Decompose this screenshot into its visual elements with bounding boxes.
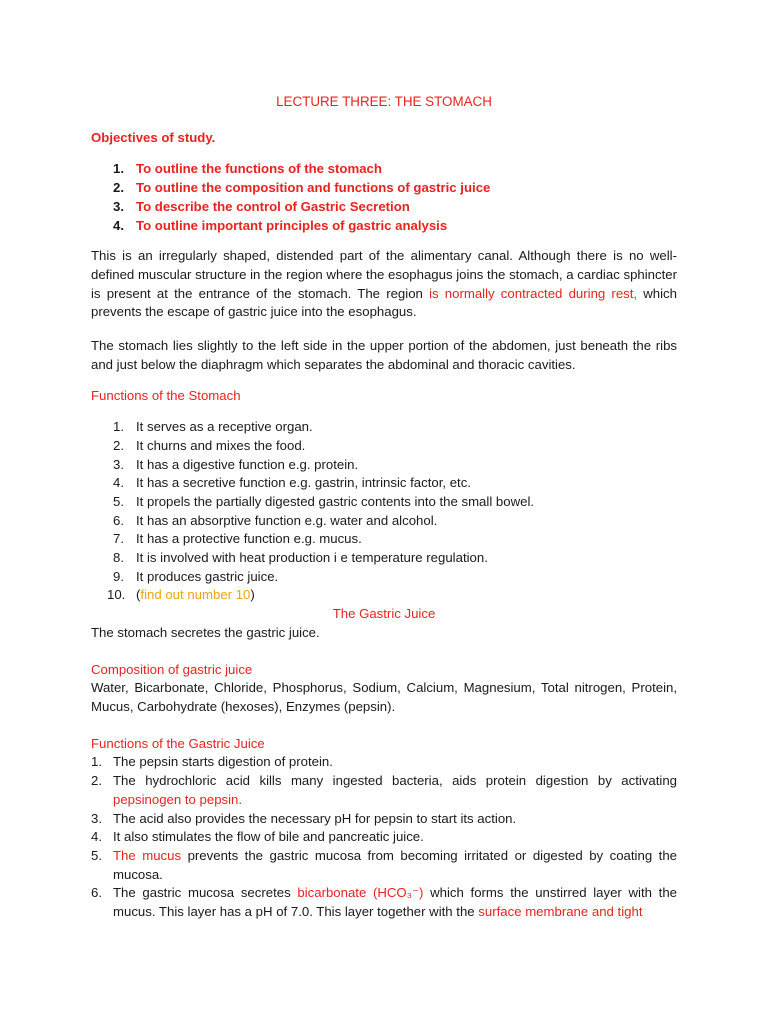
- gastric-functions-heading: Functions of the Gastric Juice: [91, 735, 265, 751]
- list-item: 1. The pepsin starts digestion of protein.: [91, 754, 333, 770]
- list-item: 4. To outline important principles of gastric analysis: [113, 217, 448, 233]
- gastric-juice-heading: The Gastric Juice: [332, 606, 436, 622]
- objectives-list: [91, 160, 677, 235]
- list-item: 6. The gastric mucosa secretes bicarbonate (HCO₃⁻) which forms the unstirred layer with the mucus. This layer has a pH of 7.0. This layer together with the surface membrane and tight: [91, 885, 677, 920]
- list-item: 3. To describe the control of Gastric Secretion: [113, 198, 410, 214]
- list-item: 2. To outline the composition and functions of gastric juice: [113, 180, 491, 196]
- list-item: 7. It has a protective function e.g. mucus.: [113, 531, 362, 547]
- list-item: 5. The mucus prevents the gastric mucosa from becoming irritated or digested by coating the mucosa.: [91, 847, 677, 882]
- list-item: 4. It also stimulates the flow of bile and pancreatic juice.: [91, 829, 424, 845]
- composition-heading: Composition of gastric juice: [91, 661, 253, 677]
- list-item: 2. It churns and mixes the food.: [113, 437, 306, 453]
- stomach-functions-list: [91, 418, 677, 605]
- functions-heading: Functions of the Stomach: [91, 388, 241, 404]
- lecture-title: LECTURE THREE: THE STOMACH: [276, 94, 492, 109]
- list-item: 1. It serves as a receptive organ.: [113, 419, 313, 435]
- list-item: 8. It is involved with heat production i e temperature regulation.: [113, 550, 488, 566]
- list-item: 6. It has an absorptive function e.g. water and alcohol.: [113, 512, 438, 528]
- list-item: 1. To outline the functions of the stomach: [113, 161, 382, 177]
- list-item: 3. It has a digestive function e.g. protein.: [113, 456, 359, 472]
- gastric-functions-list: [91, 753, 677, 921]
- intro-paragraph: This is an irregularly shaped, distended part of the alimentary canal. Although there is no well-defined muscular structure in the region where the esophagus joins the stomach, a cardiac sphincter is present at the entrance of the stomach. The region is normally contracted during rest, which prevents the escape of gastric juice into the esophagus.: [91, 248, 677, 320]
- location-paragraph: The stomach lies slightly to the left side in the upper portion of the abdomen, just beneath the ribs and just below the diaphragm which separates the abdominal and thoracic cavities.: [91, 338, 677, 372]
- gastric-juice-intro: The stomach secretes the gastric juice.: [91, 624, 320, 640]
- objectives-heading: Objectives of study.: [91, 129, 216, 145]
- list-item: 10. (find out number 10): [107, 587, 255, 603]
- list-item: 9. It produces gastric juice.: [113, 568, 279, 584]
- list-item: 5. It propels the partially digested gastric contents into the small bowel.: [113, 493, 535, 509]
- list-item: 4. It has a secretive function e.g. gastrin, intrinsic factor, etc.: [113, 475, 471, 491]
- page-content: [91, 93, 677, 922]
- list-item: 3. The acid also provides the necessary pH for pepsin to start its action.: [91, 810, 517, 826]
- list-item: 2. The hydrochloric acid kills many ingested bacteria, aids protein digestion by activating pepsinogen to pepsin.: [91, 773, 677, 807]
- composition-text: Water, Bicarbonate, Chloride, Phosphorus, Sodium, Calcium, Magnesium, Total nitrogen, Protein, Mucus, Carbohydrate (hexoses), Enzymes (pepsin).: [91, 680, 677, 714]
